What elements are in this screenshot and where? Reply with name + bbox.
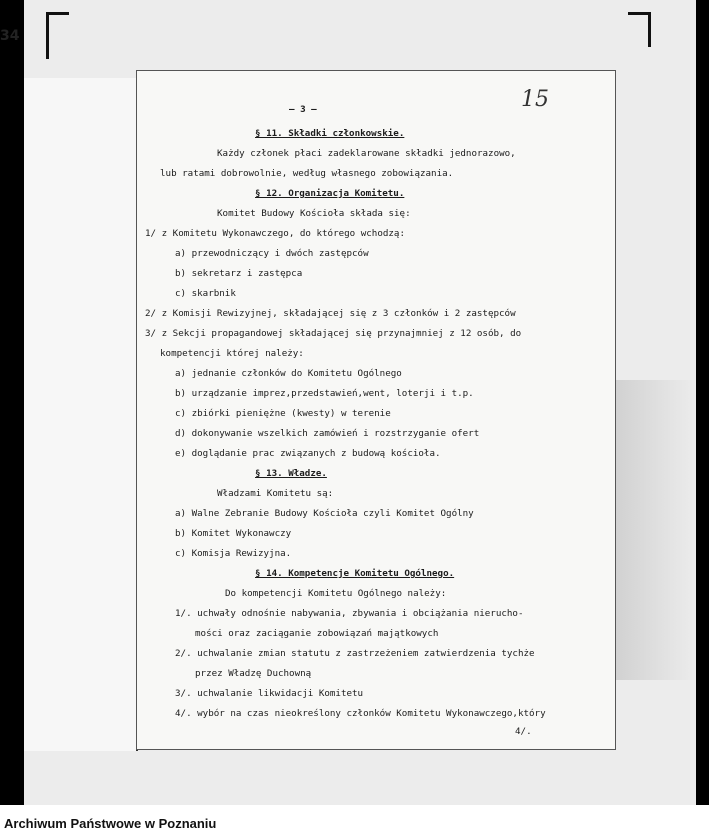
text-line: Każdy członek płaci zadeklarowane składki jednorazowo, [217, 148, 516, 159]
text-line: Do kompetencji Komitetu Ogólnego należy: [225, 588, 447, 599]
text-line: a) jednanie członków do Komitetu Ogólnego [175, 368, 402, 379]
text-line: b) Komitet Wykonawczy [175, 528, 292, 539]
text-line: 4/. [515, 726, 532, 737]
section-heading: § 13. Władze. [255, 468, 327, 479]
text-line: 3/. uchwalanie likwidacji Komitetu [175, 688, 364, 699]
frame-number: 34 [0, 28, 20, 44]
page-number: — 3 — [289, 104, 317, 115]
text-line: b) sekretarz i zastępca [175, 268, 303, 279]
document-page [136, 70, 616, 750]
text-line: 2/. uchwalanie zmian statutu z zastrzeżeniem zatwierdzenia tychże [175, 648, 535, 659]
text-line: 1/ z Komitetu Wykonawczego, do którego wchodzą: [145, 228, 405, 239]
text-line: c) zbiórki pieniężne (kwesty) w terenie [175, 408, 391, 419]
section-heading: § 11. Składki członkowskie. [255, 128, 405, 139]
text-line: b) urządzanie imprez,przedstawień,went, loterji i t.p. [175, 388, 474, 399]
text-line: a) przewodniczący i dwóch zastępców [175, 248, 369, 259]
text-line: 4/. wybór na czas nieokreślony członków Komitetu Wykonawczego,który [175, 708, 546, 719]
page-shadow [612, 380, 696, 680]
crop-mark-top-left [46, 12, 69, 59]
text-line: c) Komisja Rewizyjna. [175, 548, 292, 559]
text-line: e) doglądanie prac związanych z budową kościoła. [175, 448, 441, 459]
section-heading: § 14. Kompetencje Komitetu Ogólnego. [255, 568, 455, 579]
text-line: lub ratami dobrowolnie, według własnego zobowiązania. [160, 168, 454, 179]
text-line: 3/ z Sekcji propagandowej składającej się przynajmniej z 12 osób, do [145, 328, 522, 339]
section-heading: § 12. Organizacja Komitetu. [255, 188, 405, 199]
crop-mark-top-right [628, 12, 651, 47]
text-line: c) skarbnik [175, 288, 236, 299]
text-line: Komitet Budowy Kościoła składa się: [217, 208, 411, 219]
text-line: d) dokonywanie wszelkich zamówień i rozstrzyganie ofert [175, 428, 480, 439]
text-line: kompetencji której należy: [160, 348, 304, 359]
underlying-page [24, 78, 138, 751]
text-line: przez Władzę Duchowną [195, 668, 312, 679]
text-line: Władzami Komitetu są: [217, 488, 334, 499]
text-line: 2/ z Komisji Rewizyjnej, składającej się z 3 członków i 2 zastępców [145, 308, 516, 319]
document-text [137, 71, 615, 749]
archive-caption: Archiwum Państwowe w Poznaniu [4, 816, 217, 831]
text-line: a) Walne Zebranie Budowy Kościoła czyli Komitet Ogólny [175, 508, 474, 519]
text-line: mości oraz zaciąganie zobowiązań majątkowych [195, 628, 439, 639]
handwritten-number: 15 [521, 87, 549, 112]
text-line: 1/. uchwały odnośnie nabywania, zbywania i obciążania nierucho- [175, 608, 524, 619]
